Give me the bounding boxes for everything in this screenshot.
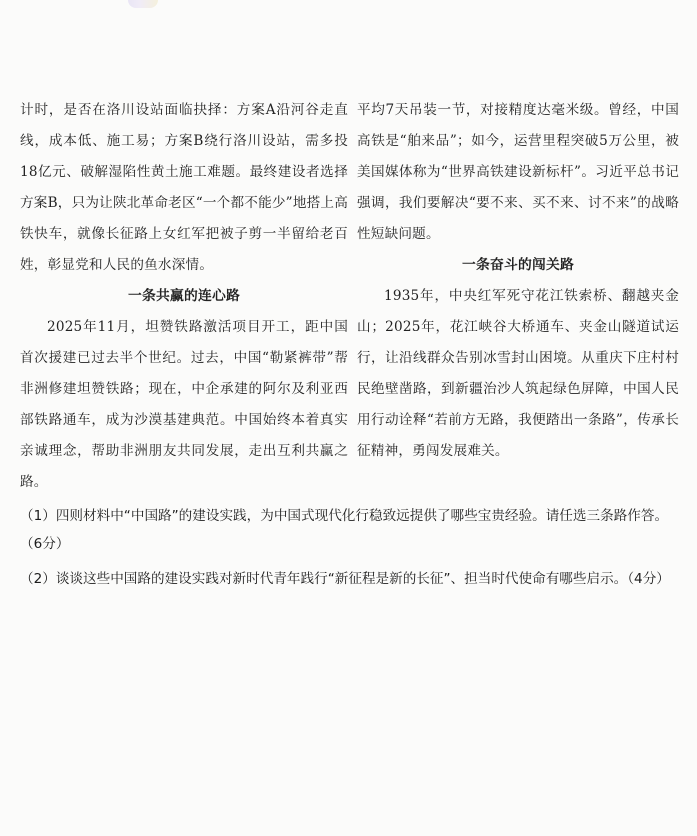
section-title-win-win-road: 一条共赢的连心路 (128, 288, 240, 304)
right-column (357, 95, 679, 467)
decorative-mark (128, 0, 158, 8)
questions-block (20, 502, 680, 600)
section-body-struggle-road: 1935年，中央红军死守花江铁索桥、翻越夹金山；2025年，花江峡谷大桥通车、夹金山隧道试运行，让沿线群众告别冰雪封山困境。从重庆下庄村村民绝壁凿路，到新疆治沙人筑起绿色屏障，中国人民用行动诠释“若前方无路，我便踏出一条路”，传承长征精神，勇闯发展难关。 (357, 288, 679, 459)
question-2: （2）谈谈这些中国路的建设实践对新时代青年践行“新征程是新的长征”、担当时代使命有哪些启示。（4分） (20, 571, 670, 587)
left-top-paragraph: 计时，是否在洛川设站面临抉择：方案A沿河谷走直线，成本低、施工易；方案B绕行洛川设站，需多投18亿元、破解湿陷性黄土施工难题。最终建设者选择方案B，只为让陕北革命老区“一个都不能少”地搭上高铁快车，就像长征路上女红军把被子剪一半留给老百姓，彰显党和人民的鱼水深情。 (20, 102, 348, 273)
question-1: （1）四则材料中“中国路”的建设实践，为中国式现代化行稳致远提供了哪些宝贵经验。请任选三条路作答。（6分） (20, 508, 669, 552)
left-column (20, 95, 348, 498)
section-body-win-win-road: 2025年11月，坦赞铁路激活项目开工，距中国首次援建已过去半个世纪。过去，中国“勒紧裤带”帮非洲修建坦赞铁路；现在，中企承建的阿尔及利亚西部铁路通车，成为沙漠基建典范。中国始终本着真实亲诚理念，帮助非洲朋友共同发展，走出互利共赢之路。 (20, 319, 348, 490)
right-top-paragraph: 平均7天吊装一节，对接精度达毫米级。曾经，中国高铁是“舶来品”；如今，运营里程突破5万公里，被美国媒体称为“世界高铁建设新标杆”。习近平总书记强调，我们要解决“要不来、买不来、讨不来”的战略性短缺问题。 (357, 102, 679, 242)
section-title-struggle-road: 一条奋斗的闯关路 (462, 257, 574, 273)
